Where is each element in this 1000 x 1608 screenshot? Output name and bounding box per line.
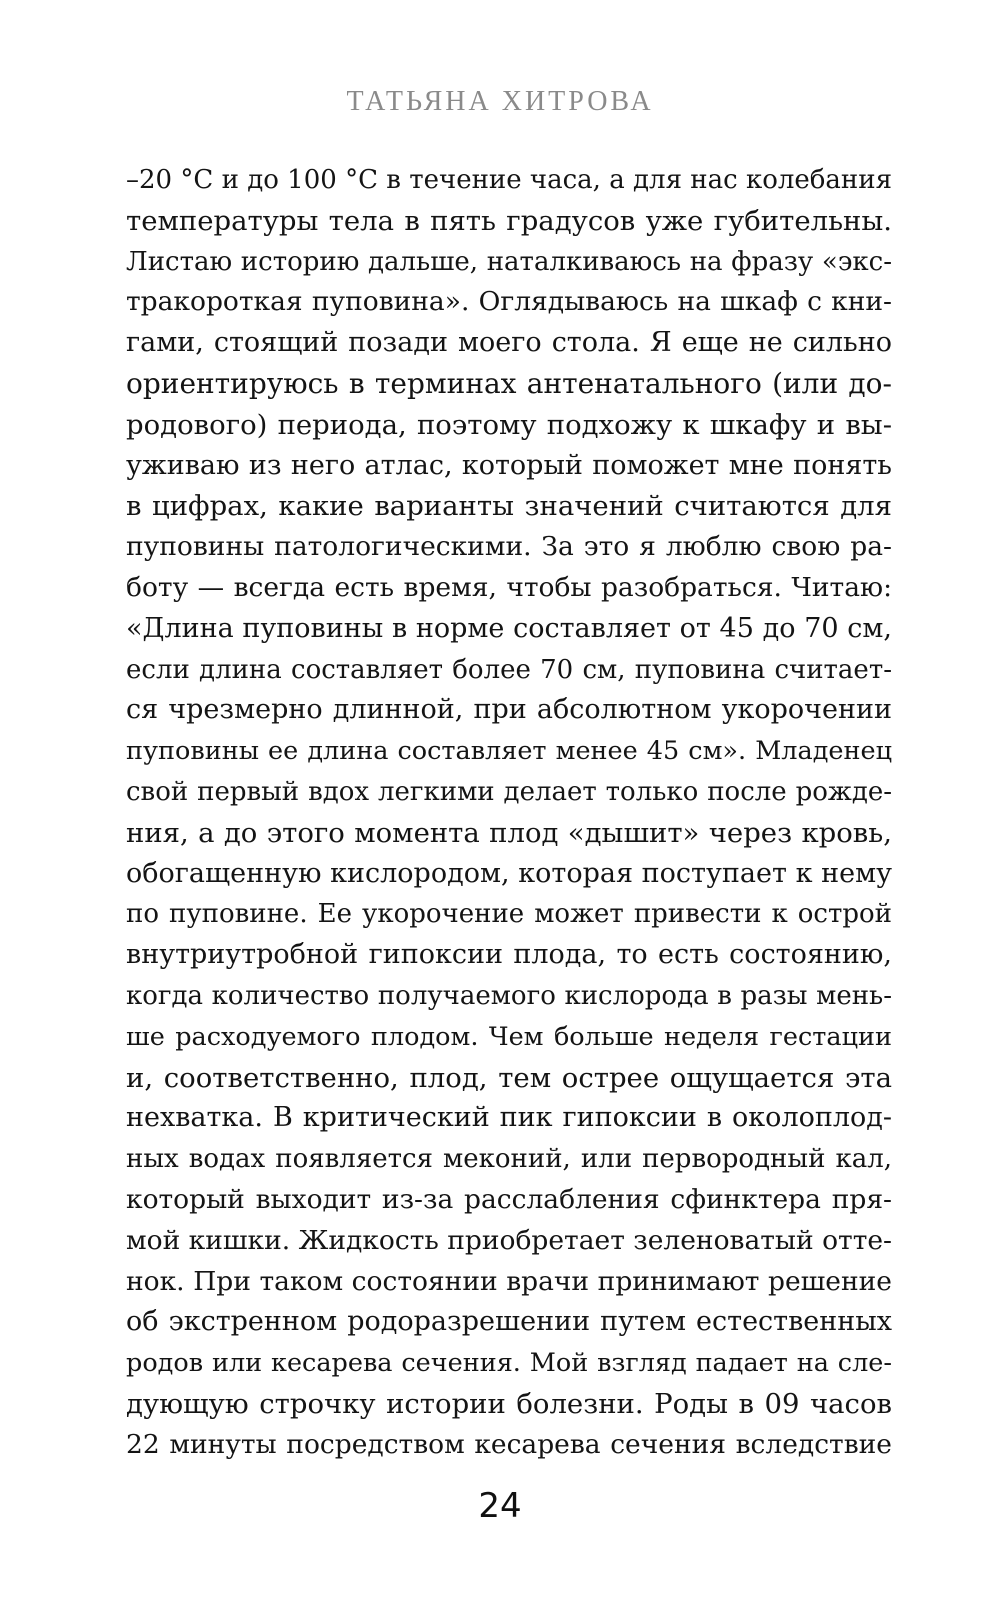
text-line: родового) периода, поэтому подхожу к шкафу и вы- <box>126 408 892 441</box>
text-line: если длина составляет более 70 см, пуповина считает- <box>126 654 892 685</box>
text-line: внутриутробной гипоксии плода, то есть состоянию, <box>126 939 892 971</box>
page-number: 24 <box>478 1486 522 1526</box>
text-line: гами, стоящий позади моего стола. Я еще не сильно <box>126 327 892 359</box>
text-line: мой кишки. Жидкость приобретает зеленоватый отте- <box>126 1224 893 1256</box>
text-line: ше расходуемого плодом. Чем больше неделя гестации <box>126 1021 892 1052</box>
text-line: температуры тела в пять градусов уже губительны. <box>126 204 892 237</box>
text-line: нок. При таком состоянии врачи принимают решение <box>126 1265 892 1297</box>
text-line: свой первый вдох легкими делает только после рожде- <box>126 776 892 807</box>
text-line: который выходит из-за расслабления сфинктера пря- <box>126 1183 892 1215</box>
text-line: 22 минуты посредством кесарева сечения вследствие <box>126 1428 892 1460</box>
text-line: дующую строчку истории болезни. Роды в 09 часов <box>126 1387 892 1420</box>
text-line: в цифрах, какие варианты значений считаются для <box>126 490 892 523</box>
text-line: боту — всегда есть время, чтобы разобраться. Читаю: <box>126 571 892 603</box>
text-line: по пуповине. Ее укорочение может привести к острой <box>126 899 892 930</box>
text-line: Листаю историю дальше, наталкиваюсь на фразу «экс- <box>126 246 892 277</box>
text-line: уживаю из него атлас, который поможет мне понять <box>126 449 892 481</box>
text-line: ориентируюсь в терминах антенатального (или до- <box>126 366 892 400</box>
text-line: пуповины патологическими. За это я люблю свою ра- <box>126 531 892 563</box>
text-line: и, соответственно, плод, тем острее ощущается эта <box>126 1061 892 1094</box>
text-line: ся чрезмерно длинной, при абсолютном укорочении <box>126 694 892 726</box>
text-line: об экстренном родоразрешении путем естественных <box>126 1306 892 1338</box>
text-line: пуповины ее длина составляет менее 45 см». Младенец <box>126 736 892 767</box>
text-line: тракороткая пуповина». Оглядываюсь на шкаф с кни- <box>126 286 892 318</box>
text-line: нехватка. В критический пик гипоксии в околоплод- <box>126 1102 892 1134</box>
text-line: ния, а до этого момента плод «дышит» через кровь, <box>126 816 892 849</box>
running-header: ТАТЬЯНА ХИТРОВА <box>346 86 654 117</box>
text-line: «Длина пуповины в норме составляет от 45 до 70 см, <box>126 612 892 644</box>
body-text <box>126 160 892 1466</box>
text-line: –20 °С и до 100 °С в течение часа, а для нас колебания <box>126 165 892 195</box>
text-line: обогащенную кислородом, которая поступает к нему <box>126 857 892 889</box>
text-line: ных водах появляется меконий, или первородный кал, <box>126 1144 892 1175</box>
text-line: когда количество получаемого кислорода в разы мень- <box>126 980 892 1011</box>
text-line: родов или кесарева сечения. Мой взгляд падает на сле- <box>126 1348 892 1379</box>
